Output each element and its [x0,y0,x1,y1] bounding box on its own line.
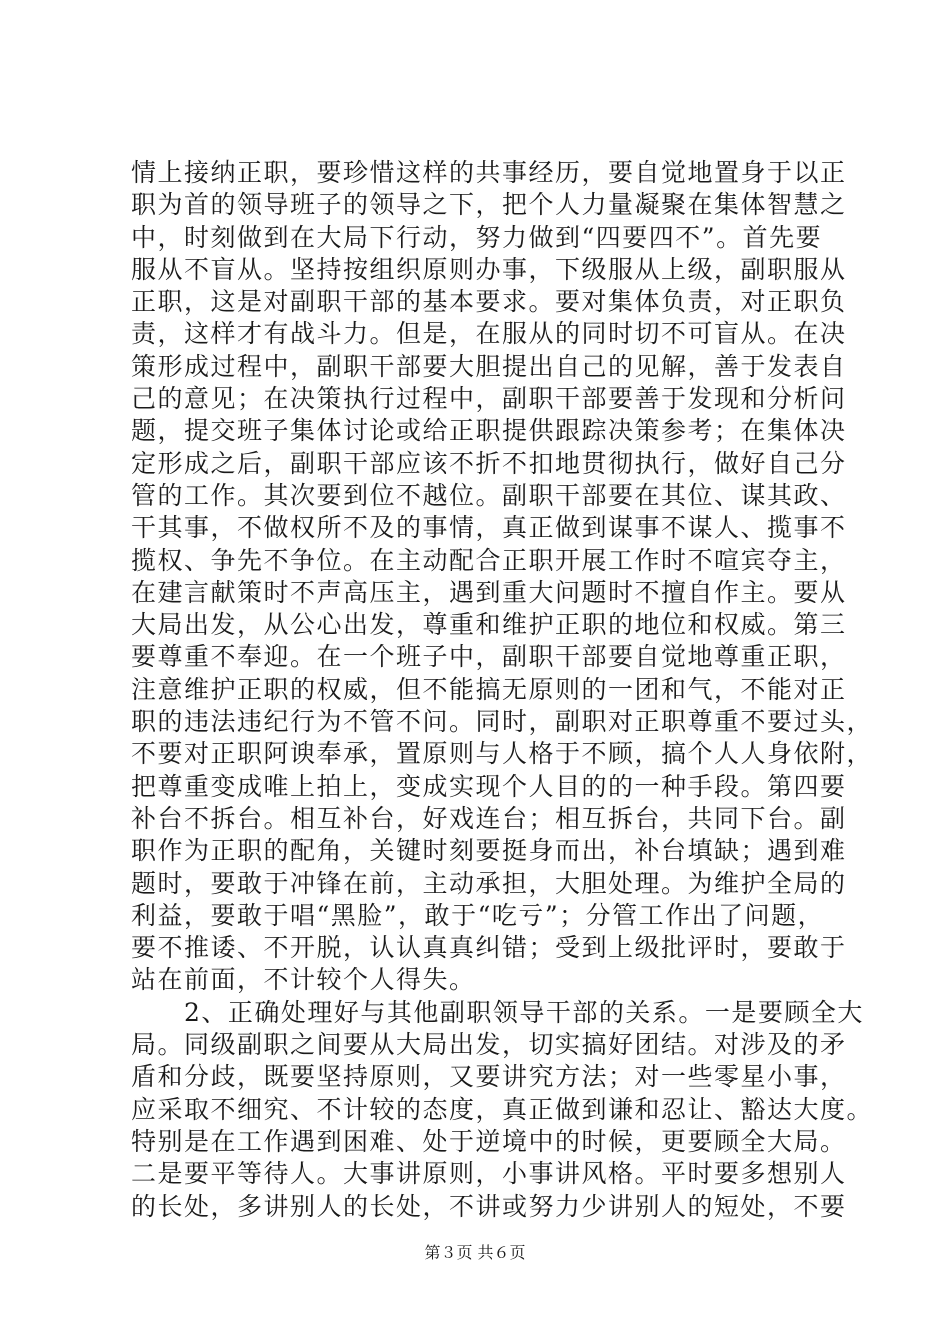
text-line: 题，提交班子集体讨论或给正职提供跟踪决策参考；在集体决 [131,416,847,446]
text-line: 己的意见；在决策执行过程中，副职干部要善于发现和分析问 [131,384,847,414]
text-line: 把尊重变成唯上拍上，变成实现个人目的的一种手段。第四要 [131,771,847,801]
text-line: 注意维护正职的权威，但不能搞无原则的一团和气，不能对正 [131,674,847,704]
text-line: 责，这样才有战斗力。但是，在服从的同时切不可盲从。在决 [131,319,847,349]
text-line: 揽权、争先不争位。在主动配合正职开展工作时不喧宾夺主， [131,545,847,575]
text-line: 服从不盲从。坚持按组织原则办事，下级服从上级，副职服从 [131,254,847,284]
text-line: 中，时刻做到在大局下行动，努力做到“四要四不”。首先要 [131,222,823,252]
page-footer: 第３页 共６页 [424,1243,526,1262]
text-line: 情上接纳正职，要珍惜这样的共事经历，要自觉地置身于以正 [131,158,847,187]
text-line: 不要对正职阿谀奉承，置原则与人格于不顾，搞个人人身依附， [131,739,874,769]
text-line: 的长处，多讲别人的长处，不讲或努力少讲别人的短处，不要 [131,1191,847,1221]
body-text [131,157,874,1223]
text-line: 2、正确处理好与其他副职领导干部的关系。一是要顾全大 [131,997,864,1027]
text-line: 大局出发，从公心出发，尊重和维护正职的地位和权威。第三 [131,610,847,640]
text-line: 局。同级副职之间要从大局出发，切实搞好团结。对涉及的矛 [131,1030,847,1060]
text-line: 干其事，不做权所不及的事情，真正做到谋事不谋人、揽事不 [131,513,847,543]
text-line: 定形成之后，副职干部应该不折不扣地贯彻执行，做好自己分 [131,448,847,478]
text-line: 管的工作。其次要到位不越位。副职干部要在其位、谋其政、 [131,480,847,510]
text-line: 职为首的领导班子的领导之下，把个人力量凝聚在集体智慧之 [131,190,847,220]
text-line: 职的违法违纪行为不管不问。同时，副职对正职尊重不要过头， [131,707,874,737]
text-line: 补台不拆台。相互补台，好戏连台；相互拆台，共同下台。副 [131,803,847,833]
text-line: 站在前面，不计较个人得失。 [131,965,476,995]
text-line: 正职，这是对副职干部的基本要求。要对集体负责，对正职负 [131,287,847,317]
text-line: 在建言献策时不声高压主，遇到重大问题时不擅自作主。要从 [131,577,847,607]
text-line: 要不推诿、不开脱，认认真真纠错；受到上级批评时，要敢于 [131,933,847,963]
text-line: 应采取不细究、不计较的态度，真正做到谦和忍让、豁达大度。 [131,1094,874,1124]
text-line: 二是要平等待人。大事讲原则，小事讲风格。平时要多想别人 [131,1159,847,1189]
text-line: 特别是在工作遇到困难、处于逆境中的时候，更要顾全大局。 [131,1126,847,1156]
text-line: 职作为正职的配角，关键时刻要挺身而出，补台填缺；遇到难 [131,836,847,866]
text-line: 盾和分歧，既要坚持原则，又要讲究方法；对一些零星小事， [131,1062,847,1092]
text-line: 题时，要敢于冲锋在前，主动承担，大胆处理。为维护全局的 [131,868,847,898]
text-line: 利益，要敢于唱“黑脸”，敢于“吃亏”；分管工作出了问题， [131,900,825,930]
text-line: 策形成过程中，副职干部要大胆提出自己的见解，善于发表自 [131,351,847,381]
text-line: 要尊重不奉迎。在一个班子中，副职干部要自觉地尊重正职， [131,642,847,672]
